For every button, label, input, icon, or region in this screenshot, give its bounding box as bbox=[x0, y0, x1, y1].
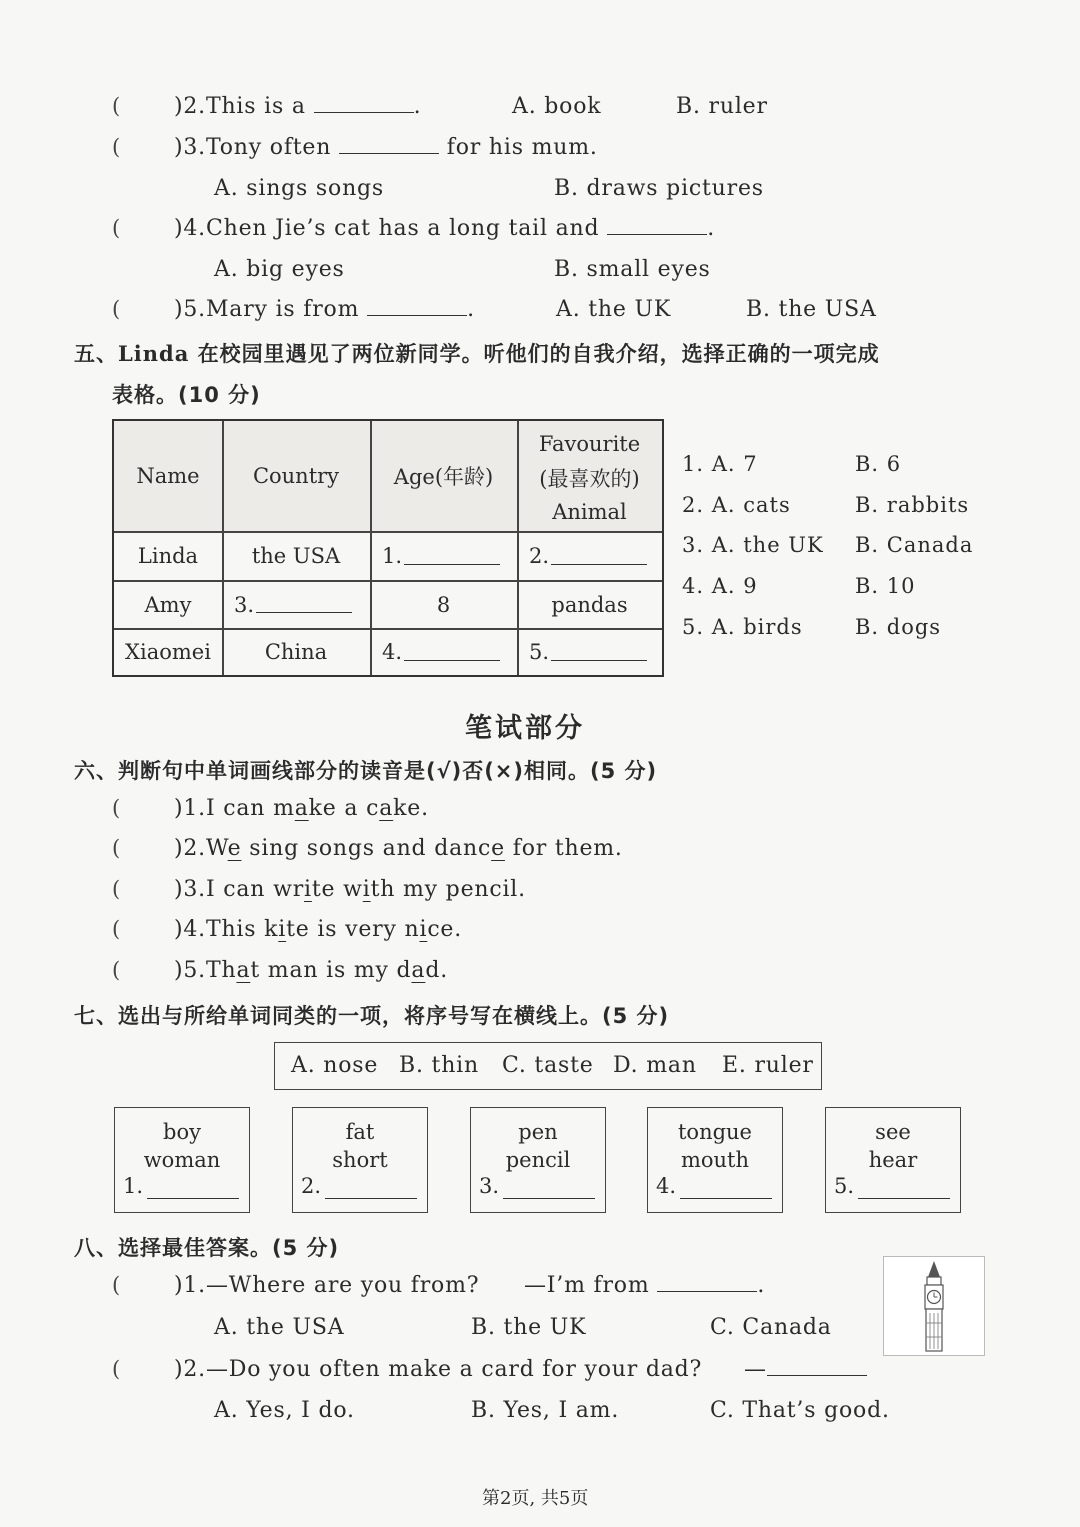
header-country: Country bbox=[252, 464, 340, 488]
cell-blank: 1. bbox=[370, 532, 517, 580]
question-4: )4.Chen Jie’s cat has a long tail and . bbox=[174, 216, 715, 241]
word-card-5: see hear 5. bbox=[825, 1107, 961, 1213]
answer-blank[interactable] bbox=[256, 596, 352, 613]
answer-paren: ( bbox=[112, 877, 121, 901]
answer-blank[interactable] bbox=[367, 299, 467, 316]
option-c: C. That’s good. bbox=[710, 1398, 890, 1423]
answer-paren: ( bbox=[112, 958, 121, 982]
judge-item-4: )4.This kite is very nice. bbox=[174, 917, 463, 942]
option-b: B. draws pictures bbox=[554, 176, 764, 201]
bank-option: A. nose bbox=[291, 1053, 379, 1078]
cell-country: the USA bbox=[251, 544, 341, 568]
answer-paren: ( bbox=[112, 297, 121, 321]
option-3a: 3. A. the UK bbox=[682, 533, 824, 557]
choice-question-1: )1.—Where are you from? bbox=[174, 1273, 480, 1298]
bank-option: B. thin bbox=[399, 1053, 479, 1078]
option-b: B. small eyes bbox=[554, 257, 711, 282]
bank-option: C. taste bbox=[502, 1053, 594, 1078]
question-2: )2.This is a . bbox=[174, 94, 422, 119]
info-table bbox=[112, 419, 664, 677]
answer-paren: ( bbox=[112, 1357, 121, 1381]
cell-age: 8 bbox=[436, 592, 451, 617]
option-2b: B. rabbits bbox=[855, 493, 970, 517]
option-a: A. Yes, I do. bbox=[214, 1398, 355, 1423]
answer-blank[interactable] bbox=[404, 644, 500, 661]
header-favourite-cn: (最喜欢的) bbox=[539, 467, 640, 491]
option-a: A. the UK bbox=[556, 297, 672, 322]
cell-name: Linda bbox=[137, 544, 199, 568]
option-4a: 4. A. 9 bbox=[682, 574, 758, 598]
section-7-title: 七、选出与所给单词同类的一项，将序号写在横线上。(5 分) bbox=[74, 1004, 670, 1028]
choice-question-2: )2.—Do you often make a card for your dad? bbox=[174, 1357, 703, 1382]
word-card-1: boy woman 1. bbox=[114, 1107, 250, 1213]
answer-blank[interactable] bbox=[657, 1275, 757, 1292]
answer-blank[interactable] bbox=[147, 1198, 239, 1199]
section-6-title: 六、判断句中单词画线部分的读音是(√)否(×)相同。(5 分) bbox=[74, 759, 658, 783]
option-c: C. Canada bbox=[710, 1315, 832, 1340]
cell-blank: 3. bbox=[222, 581, 370, 628]
option-1a: 1. A. 7 bbox=[682, 452, 758, 476]
section-5-title-cont: 表格。(10 分) bbox=[112, 383, 261, 407]
answer-paren: ( bbox=[112, 836, 121, 860]
judge-item-3: )3.I can write with my pencil. bbox=[174, 877, 526, 902]
cell-name: Xiaomei bbox=[125, 640, 211, 664]
judge-item-1: )1.I can make a cake. bbox=[174, 796, 429, 821]
big-ben-icon bbox=[883, 1256, 985, 1356]
section-8-title: 八、选择最佳答案。(5 分) bbox=[74, 1236, 340, 1260]
answer-paren: ( bbox=[112, 917, 121, 941]
header-favourite: Favourite bbox=[538, 432, 641, 456]
answer-blank[interactable] bbox=[680, 1198, 772, 1199]
judge-item-5: )5.That man is my dad. bbox=[174, 958, 449, 983]
option-1b: B. 6 bbox=[855, 452, 902, 476]
option-5a: 5. A. birds bbox=[682, 615, 803, 639]
answer-paren: ( bbox=[112, 216, 121, 240]
question-5: )5.Mary is from . bbox=[174, 297, 475, 322]
page-footer: 第2页, 共5页 bbox=[482, 1488, 589, 1509]
choice-question-1-reply: —I’m from . bbox=[524, 1273, 766, 1298]
answer-blank[interactable] bbox=[325, 1198, 417, 1199]
header-name: Name bbox=[136, 464, 200, 488]
cell-name: Amy bbox=[144, 592, 192, 617]
cell-blank: 5. bbox=[517, 629, 662, 675]
answer-blank[interactable] bbox=[607, 218, 707, 235]
answer-blank[interactable] bbox=[314, 96, 414, 113]
question-3: )3.Tony often for his mum. bbox=[174, 135, 598, 160]
option-a: A. big eyes bbox=[214, 257, 345, 282]
option-a: A. the USA bbox=[214, 1315, 345, 1340]
answer-paren: ( bbox=[112, 796, 121, 820]
judge-item-2: )2.We sing songs and dance for them. bbox=[174, 836, 623, 861]
answer-blank[interactable] bbox=[503, 1198, 595, 1199]
header-age: Age(年龄) bbox=[393, 465, 494, 489]
cell-animal: pandas bbox=[551, 592, 628, 617]
option-b: B. the UK bbox=[471, 1315, 587, 1340]
written-part-title: 笔试部分 bbox=[465, 713, 585, 744]
option-3b: B. Canada bbox=[855, 533, 974, 557]
answer-blank[interactable] bbox=[551, 644, 647, 661]
option-b: B. ruler bbox=[676, 94, 768, 119]
option-5b: B. dogs bbox=[855, 615, 942, 639]
option-a: A. sings songs bbox=[214, 176, 385, 201]
word-card-3: pen pencil 3. bbox=[470, 1107, 606, 1213]
option-b: B. the USA bbox=[746, 297, 877, 322]
cell-country: China bbox=[264, 640, 328, 664]
answer-blank[interactable] bbox=[339, 137, 439, 154]
answer-paren: ( bbox=[112, 94, 121, 118]
word-card-4: tongue mouth 4. bbox=[647, 1107, 783, 1213]
answer-paren: ( bbox=[112, 135, 121, 159]
option-a: A. book bbox=[512, 94, 602, 119]
cell-blank: 2. bbox=[517, 532, 662, 580]
answer-paren: ( bbox=[112, 1273, 121, 1297]
option-b: B. Yes, I am. bbox=[471, 1398, 620, 1423]
choice-question-2-reply: — bbox=[744, 1357, 867, 1382]
word-bank bbox=[274, 1042, 822, 1090]
section-5-title: 五、Linda 在校园里遇见了两位新同学。听他们的自我介绍，选择正确的一项完成 bbox=[74, 341, 880, 366]
answer-blank[interactable] bbox=[551, 548, 647, 565]
answer-blank[interactable] bbox=[404, 548, 500, 565]
option-2a: 2. A. cats bbox=[682, 493, 791, 517]
bank-option: E. ruler bbox=[722, 1053, 814, 1078]
cell-blank: 4. bbox=[370, 629, 517, 675]
option-4b: B. 10 bbox=[855, 574, 916, 598]
answer-blank[interactable] bbox=[858, 1198, 950, 1199]
answer-blank[interactable] bbox=[767, 1359, 867, 1376]
bank-option: D. man bbox=[613, 1053, 697, 1078]
header-animal: Animal bbox=[552, 500, 627, 524]
word-card-2: fat short 2. bbox=[292, 1107, 428, 1213]
